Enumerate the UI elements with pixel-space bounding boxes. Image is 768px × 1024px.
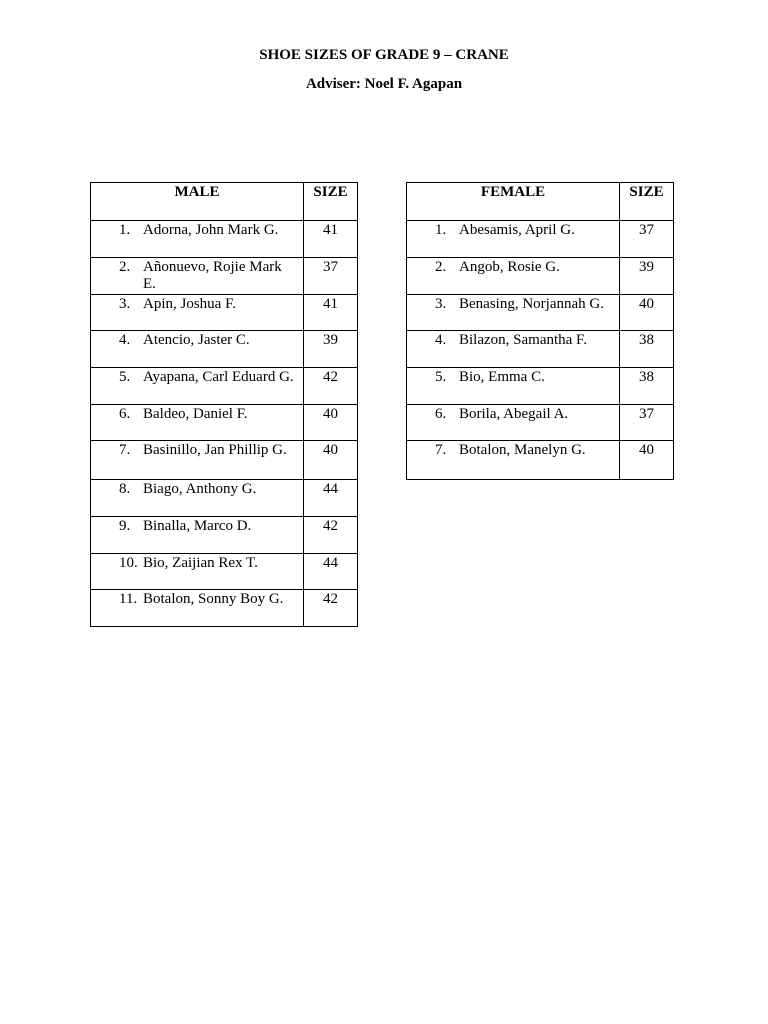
female-name-cell (407, 405, 620, 441)
male-row-number (91, 222, 143, 239)
adviser-line: Adviser: Noel F. Agapan (305, 76, 463, 92)
male-row-number-text: 11. (119, 591, 138, 607)
female-row-number-text: 6. (435, 406, 447, 422)
male-row-number-text: 1. (119, 222, 131, 238)
female-name-wrap (407, 368, 619, 386)
male-table-row (91, 590, 358, 627)
female-size-cell (620, 295, 674, 331)
female-table (406, 182, 674, 480)
male-row-number (91, 442, 143, 459)
female-row-number-text: 5. (435, 369, 447, 385)
male-row-number-text: 8. (119, 481, 131, 497)
female-size-cell (620, 405, 674, 441)
female-row-number (407, 259, 459, 276)
male-name-wrap (91, 221, 303, 239)
female-student-name: Benasing, Norjannah G. (459, 296, 604, 312)
male-row-number-text: 5. (119, 369, 131, 385)
female-row-number-text: 1. (435, 222, 447, 238)
female-shoe-size: 37 (639, 406, 654, 422)
male-shoe-size: 40 (323, 406, 338, 422)
male-name-cell (91, 221, 304, 258)
male-shoe-size: 42 (323, 369, 338, 385)
male-table-row (91, 331, 358, 368)
male-table-row (91, 554, 358, 590)
female-student-name: Angob, Rosie G. (459, 259, 560, 275)
female-row-number (407, 296, 459, 313)
female-table-row (407, 258, 674, 295)
male-row-number (91, 518, 143, 535)
male-size-cell (304, 480, 358, 517)
male-table-row (91, 480, 358, 517)
female-table-row (407, 441, 674, 480)
male-name-cell (91, 441, 304, 480)
male-table-row (91, 441, 358, 480)
female-student-name: Bilazon, Samantha F. (459, 332, 587, 348)
male-name-cell (91, 517, 304, 554)
female-name-cell (407, 331, 620, 368)
male-name-cell (91, 405, 304, 441)
male-row-number-text: 2. (119, 259, 131, 275)
male-name-wrap (91, 368, 303, 386)
male-name-cell (91, 554, 304, 590)
male-row-number-text: 6. (119, 406, 131, 422)
female-student-name: Botalon, Manelyn G. (459, 442, 586, 458)
female-name-cell (407, 221, 620, 258)
male-shoe-size: 37 (323, 259, 338, 275)
male-size-cell (304, 368, 358, 405)
male-header-name: MALE (91, 183, 304, 221)
male-size-cell (304, 441, 358, 480)
document-title: SHOE SIZES OF GRADE 9 – CRANE (259, 47, 509, 63)
male-student-name: Atencio, Jaster C. (143, 332, 250, 348)
female-row-number (407, 332, 459, 349)
male-shoe-size: 40 (323, 442, 338, 458)
male-row-number-text: 3. (119, 296, 131, 312)
female-row-number-text: 4. (435, 332, 447, 348)
male-size-cell (304, 221, 358, 258)
male-row-number (91, 332, 143, 349)
female-shoe-size: 37 (639, 222, 654, 238)
male-student-name: Binalla, Marco D. (143, 518, 252, 534)
male-row-number-text: 9. (119, 518, 131, 534)
female-row-number-text: 3. (435, 296, 447, 312)
male-name-cell (91, 480, 304, 517)
female-student-name: Bio, Emma C. (459, 369, 545, 385)
male-table-row (91, 517, 358, 554)
male-name-cell (91, 295, 304, 331)
female-shoe-size: 39 (639, 259, 654, 275)
male-name-cell (91, 368, 304, 405)
male-name-wrap (91, 554, 303, 572)
male-row-number (91, 369, 143, 386)
female-name-wrap (407, 331, 619, 349)
female-name-cell (407, 368, 620, 405)
male-name-wrap (91, 405, 303, 423)
male-size-cell (304, 331, 358, 368)
female-shoe-size: 40 (639, 296, 654, 312)
male-shoe-size: 42 (323, 591, 338, 607)
female-name-wrap (407, 295, 619, 313)
female-name-wrap (407, 258, 619, 276)
male-table-row (91, 368, 358, 405)
male-student-name: Bio, Zaijian Rex T. (143, 555, 258, 571)
male-table-row (91, 258, 358, 295)
female-header-size: SIZE (620, 183, 674, 221)
male-row-number-text: 10. (119, 555, 138, 571)
male-shoe-size: 44 (323, 555, 338, 571)
male-name-wrap (91, 517, 303, 535)
male-student-name: Botalon, Sonny Boy G. (143, 591, 284, 607)
male-row-number-text: 4. (119, 332, 131, 348)
male-name-wrap (91, 590, 303, 608)
female-row-number (407, 222, 459, 239)
female-name-cell (407, 441, 620, 480)
male-row-number (91, 591, 143, 608)
female-student-name: Borila, Abegail A. (459, 406, 569, 422)
male-row-number-text: 7. (119, 442, 131, 458)
male-size-cell (304, 517, 358, 554)
female-row-number (407, 406, 459, 423)
female-row-number (407, 442, 459, 459)
male-table-row (91, 295, 358, 331)
male-size-cell (304, 295, 358, 331)
female-table-row (407, 331, 674, 368)
male-size-cell (304, 405, 358, 441)
male-header-size: SIZE (304, 183, 358, 221)
female-row-number-text: 7. (435, 442, 447, 458)
male-size-cell (304, 554, 358, 590)
male-row-number (91, 296, 143, 313)
female-table-row (407, 405, 674, 441)
male-student-name: Ayapana, Carl Eduard G. (143, 369, 294, 385)
female-shoe-size: 38 (639, 332, 654, 348)
female-header-name: FEMALE (407, 183, 620, 221)
female-row-number (407, 369, 459, 386)
female-shoe-size: 40 (639, 442, 654, 458)
male-name-wrap (91, 480, 303, 498)
male-header-row (91, 183, 358, 221)
male-shoe-size: 39 (323, 332, 338, 348)
female-size-cell (620, 258, 674, 295)
male-name-cell (91, 331, 304, 368)
female-name-cell (407, 258, 620, 295)
male-shoe-size: 41 (323, 222, 338, 238)
female-name-wrap (407, 441, 619, 459)
male-name-cell (91, 258, 304, 295)
male-row-number (91, 555, 143, 572)
male-student-name: Basinillo, Jan Phillip G. (143, 442, 287, 458)
female-table-row (407, 221, 674, 258)
male-size-cell (304, 258, 358, 295)
male-name-cell (91, 590, 304, 627)
male-shoe-size: 42 (323, 518, 338, 534)
male-table-body (91, 221, 358, 627)
male-size-cell (304, 590, 358, 627)
female-row-number-text: 2. (435, 259, 447, 275)
female-size-cell (620, 331, 674, 368)
female-table-body (407, 221, 674, 480)
male-student-name: Baldeo, Daniel F. (143, 406, 248, 422)
male-student-name: Añonuevo, Rojie Mark E. (143, 259, 282, 292)
male-name-wrap (91, 331, 303, 349)
male-shoe-size: 41 (323, 296, 338, 312)
female-shoe-size: 38 (639, 369, 654, 385)
female-size-cell (620, 368, 674, 405)
female-name-cell (407, 295, 620, 331)
male-table-row (91, 405, 358, 441)
male-student-name: Biago, Anthony G. (143, 481, 257, 497)
male-table-row (91, 221, 358, 258)
male-student-name: Apin, Joshua F. (143, 296, 236, 312)
male-shoe-size: 44 (323, 481, 338, 497)
female-header-row (407, 183, 674, 221)
male-row-number (91, 259, 143, 293)
female-name-wrap (407, 221, 619, 239)
female-size-cell (620, 441, 674, 480)
female-size-cell (620, 221, 674, 258)
male-name-wrap (91, 258, 303, 293)
female-name-wrap (407, 405, 619, 423)
male-name-wrap (91, 295, 303, 313)
female-table-row (407, 368, 674, 405)
female-student-name: Abesamis, April G. (459, 222, 575, 238)
male-row-number (91, 481, 143, 498)
male-name-wrap (91, 441, 303, 459)
male-student-name: Adorna, John Mark G. (143, 222, 279, 238)
female-table-row (407, 295, 674, 331)
male-row-number (91, 406, 143, 423)
male-table (90, 182, 358, 627)
